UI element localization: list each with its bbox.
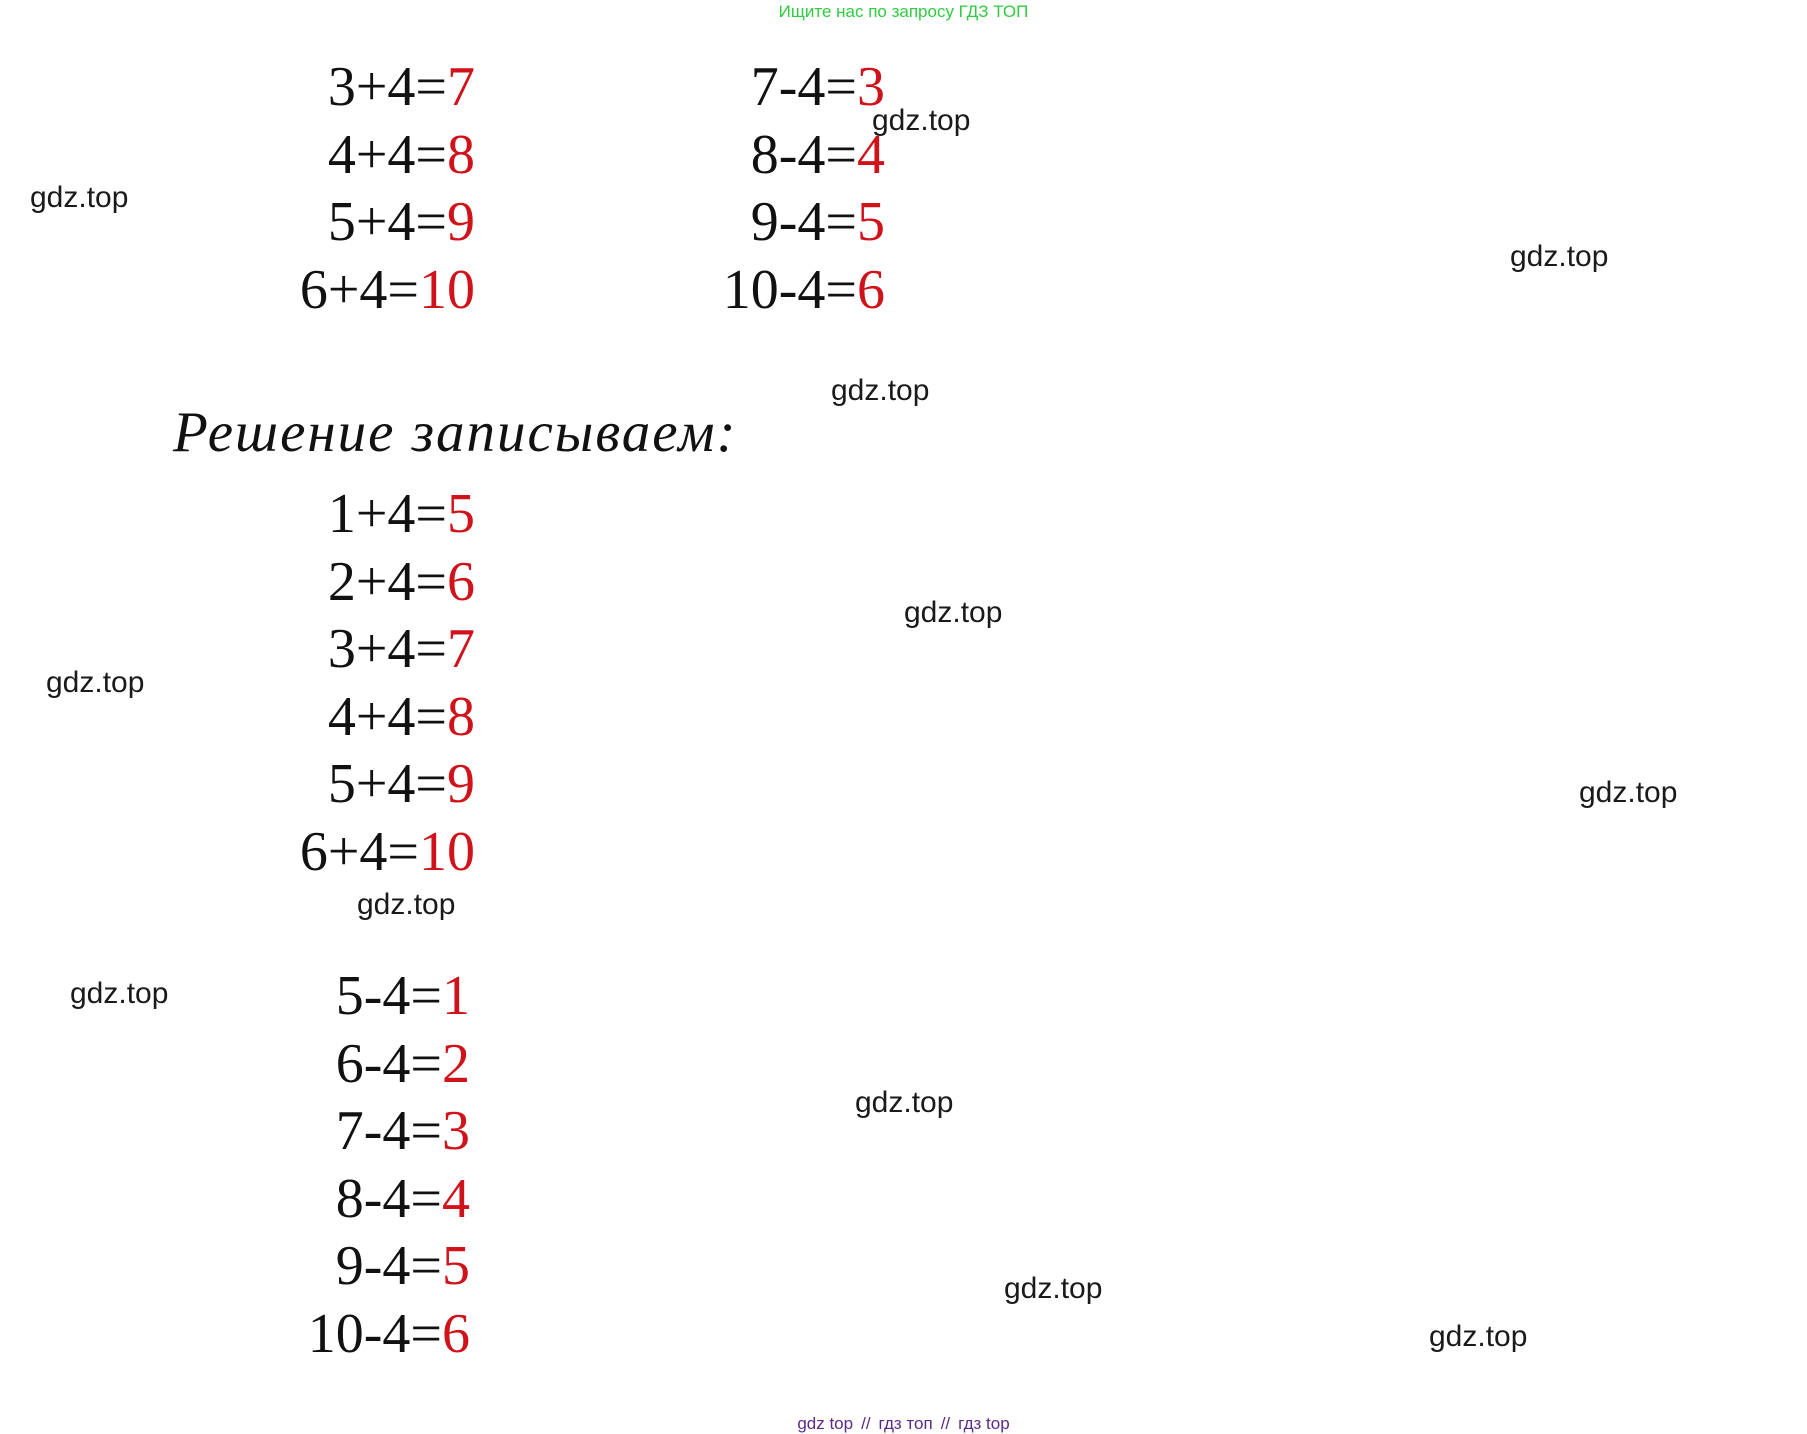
equation-expression: 4+4= — [327, 123, 447, 186]
equation — [700, 257, 885, 325]
equation — [280, 963, 470, 1031]
equation-answer: 6 — [447, 550, 475, 613]
equation — [700, 54, 885, 122]
footer-link[interactable]: гдз топ — [878, 1414, 933, 1433]
addition-column-bottom — [270, 481, 475, 886]
equation-answer: 5 — [442, 1235, 470, 1297]
equation-expression: 9-4= — [335, 1235, 442, 1297]
equation-answer: 9 — [447, 753, 475, 815]
equation-expression: 10-4= — [307, 1302, 442, 1365]
equation-answer: 7 — [447, 618, 475, 680]
equation-expression: 8-4= — [750, 123, 857, 186]
equation-expression: 7-4= — [750, 56, 857, 118]
subtraction-column-bottom — [280, 963, 470, 1368]
equation — [270, 616, 475, 684]
equation-expression: 1+4= — [327, 483, 447, 545]
equation-expression: 5-4= — [335, 965, 442, 1027]
equation-expression: 2+4= — [327, 550, 447, 613]
watermark: gdz.top — [831, 374, 930, 407]
addition-column-top — [270, 54, 475, 324]
equation-expression: 5+4= — [327, 753, 447, 815]
watermark: gdz.top — [904, 596, 1003, 629]
equation-answer: 7 — [447, 56, 475, 118]
equation-answer: 5 — [447, 483, 475, 545]
equation — [270, 481, 475, 549]
subtraction-column-top — [700, 54, 885, 324]
top-banner: Ищите нас по запросу ГДЗ ТОП — [778, 2, 1029, 21]
equation-answer: 4 — [857, 123, 885, 186]
footer-link[interactable]: gdz top — [797, 1414, 854, 1433]
watermark: gdz.top — [70, 977, 169, 1010]
watermark: gdz.top — [357, 888, 456, 921]
equation-answer: 6 — [857, 258, 885, 321]
equation-expression: 3+4= — [327, 56, 447, 118]
equation-answer: 5 — [857, 191, 885, 253]
equation-expression: 10-4= — [722, 258, 857, 321]
equation — [270, 684, 475, 752]
equation-expression: 6-4= — [335, 1032, 442, 1095]
equation-answer: 6 — [442, 1302, 470, 1365]
equation-answer: 2 — [442, 1032, 470, 1095]
equation — [280, 1233, 470, 1301]
equation-expression: 6+4= — [299, 258, 419, 321]
solution-heading: Решение записываем: — [173, 401, 738, 464]
equation-answer: 10 — [419, 820, 475, 883]
equation-answer: 10 — [419, 258, 475, 321]
equation-expression: 5+4= — [327, 191, 447, 253]
equation-expression: 3+4= — [327, 618, 447, 680]
footer-link[interactable]: гдз top — [958, 1414, 1010, 1433]
equation-expression: 6+4= — [299, 820, 419, 883]
equation-expression: 7-4= — [335, 1100, 442, 1162]
equation — [270, 751, 475, 819]
watermark: gdz.top — [855, 1086, 954, 1119]
equation-expression: 4+4= — [327, 685, 447, 748]
watermark: gdz.top — [1579, 776, 1678, 809]
equation — [270, 257, 475, 325]
watermark: gdz.top — [1510, 240, 1609, 273]
watermark: gdz.top — [46, 666, 145, 699]
equation-answer: 3 — [857, 56, 885, 118]
equation-answer: 3 — [442, 1100, 470, 1162]
equation — [270, 549, 475, 617]
equation — [270, 189, 475, 257]
footer-separator: // — [940, 1414, 951, 1433]
equation — [280, 1098, 470, 1166]
watermark: gdz.top — [872, 104, 971, 137]
equation-answer: 9 — [447, 191, 475, 253]
equation-answer: 8 — [447, 685, 475, 748]
watermark: gdz.top — [1004, 1272, 1103, 1305]
watermark: gdz.top — [1429, 1320, 1528, 1353]
equation — [700, 189, 885, 257]
equation-answer: 8 — [447, 123, 475, 186]
equation-answer: 1 — [442, 965, 470, 1027]
equation — [270, 122, 475, 190]
equation-answer: 4 — [442, 1167, 470, 1230]
footer-separator: // — [861, 1414, 871, 1433]
equation-expression: 9-4= — [750, 191, 857, 253]
equation — [280, 1031, 470, 1099]
equation — [280, 1166, 470, 1234]
equation-expression: 8-4= — [335, 1167, 442, 1230]
equation — [270, 54, 475, 122]
footer-links — [0, 1414, 1807, 1434]
watermark: gdz.top — [30, 181, 129, 214]
equation — [700, 122, 885, 190]
equation — [280, 1301, 470, 1369]
equation — [270, 819, 475, 887]
